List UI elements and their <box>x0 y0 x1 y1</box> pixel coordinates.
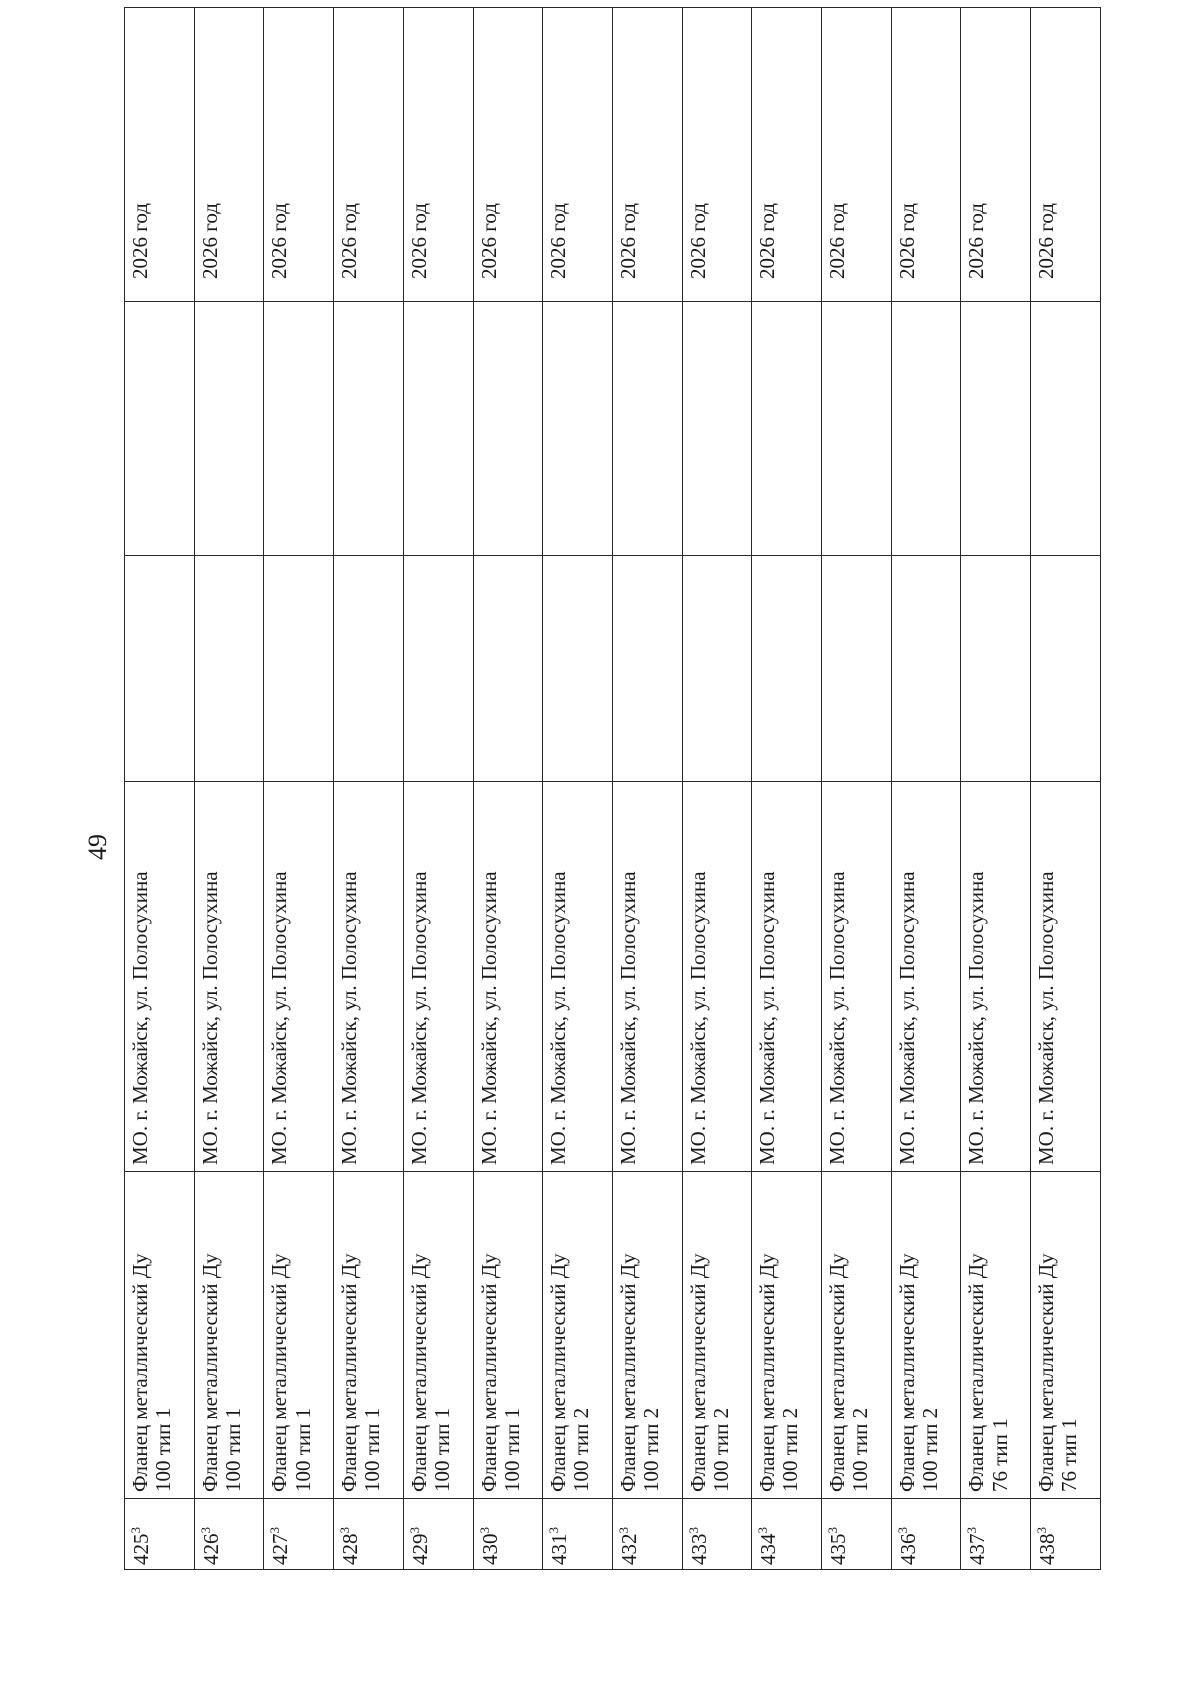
item-name-line1: Фланец металлический Ду <box>476 1253 501 1492</box>
table-row <box>264 8 334 1570</box>
empty-cell-2 <box>682 302 752 556</box>
address-text: МО. г. Можайск, ул. Полосухина <box>128 871 152 1165</box>
item-name-line1: Фланец металлический Ду <box>1034 1253 1059 1492</box>
item-name-line2: 100 тип 2 <box>778 1407 803 1492</box>
empty-cell-2 <box>822 302 892 556</box>
row-number-superscript: 3 <box>546 1527 562 1534</box>
empty-cell-2 <box>403 302 473 556</box>
year-cell <box>682 8 752 302</box>
year-text: 2026 год <box>894 203 919 279</box>
empty-cell-1 <box>264 556 334 782</box>
item-name-line2: 100 тип 2 <box>569 1407 594 1492</box>
row-number-superscript: 3 <box>894 1527 910 1534</box>
table-row <box>194 8 264 1570</box>
item-name-cell <box>403 1172 473 1499</box>
item-name-line2: 100 тип 1 <box>429 1407 454 1492</box>
row-number-superscript: 3 <box>337 1527 353 1534</box>
item-name-line1: Фланец металлический Ду <box>337 1253 362 1492</box>
year-text: 2026 год <box>615 203 640 279</box>
year-cell <box>125 8 195 302</box>
address-cell <box>612 782 682 1172</box>
item-name-cell <box>752 1172 822 1499</box>
table-row <box>334 8 404 1570</box>
item-name-line2: 100 тип 2 <box>848 1407 873 1492</box>
row-number-superscript: 3 <box>267 1527 283 1534</box>
item-name-cell <box>543 1172 613 1499</box>
row-number: 436 <box>895 1533 920 1565</box>
row-number-cell <box>334 1499 404 1570</box>
empty-cell-2 <box>961 302 1031 556</box>
year-text: 2026 год <box>267 203 292 279</box>
year-cell <box>891 8 961 302</box>
row-number-cell <box>682 1499 752 1570</box>
empty-cell-1 <box>612 556 682 782</box>
item-name-line2: 76 тип 1 <box>987 1418 1012 1492</box>
row-number: 426 <box>198 1533 223 1565</box>
address-text: МО. г. Можайск, ул. Полосухина <box>615 871 640 1165</box>
item-name-cell <box>961 1172 1031 1499</box>
item-name-cell <box>612 1172 682 1499</box>
address-cell <box>682 782 752 1172</box>
table-row <box>682 8 752 1570</box>
table-row <box>543 8 613 1570</box>
item-name-line1: Фланец металлический Ду <box>267 1253 292 1492</box>
item-name-line2: 100 тип 1 <box>499 1407 524 1492</box>
address-text: МО. г. Можайск, ул. Полосухина <box>476 871 501 1165</box>
row-number: 425 <box>129 1533 153 1565</box>
empty-cell-1 <box>125 556 195 782</box>
item-name-line2: 100 тип 1 <box>290 1407 315 1492</box>
item-name-cell <box>473 1172 543 1499</box>
year-cell <box>961 8 1031 302</box>
item-name-cell <box>194 1172 264 1499</box>
item-name-line1: Фланец металлический Ду <box>615 1253 640 1492</box>
item-name-cell <box>1031 1172 1101 1499</box>
empty-cell-1 <box>334 556 404 782</box>
page-number: 49 <box>83 834 112 860</box>
row-number-superscript: 3 <box>1034 1527 1050 1534</box>
year-text: 2026 год <box>406 203 431 279</box>
row-number: 438 <box>1035 1533 1060 1565</box>
row-number: 430 <box>477 1533 502 1565</box>
year-text: 2026 год <box>685 203 710 279</box>
item-name-line2: 76 тип 1 <box>1057 1418 1082 1492</box>
row-number-superscript: 3 <box>476 1527 492 1534</box>
address-cell <box>334 782 404 1172</box>
address-text: МО. г. Можайск, ул. Полосухина <box>1034 871 1059 1165</box>
address-text: МО. г. Можайск, ул. Полосухина <box>406 871 431 1165</box>
address-text: МО. г. Можайск, ул. Полосухина <box>337 871 362 1165</box>
empty-cell-2 <box>891 302 961 556</box>
row-number-superscript: 3 <box>755 1527 771 1534</box>
item-name-line1: Фланец металлический Ду <box>755 1253 780 1492</box>
item-name-cell <box>682 1172 752 1499</box>
row-number-cell <box>961 1499 1031 1570</box>
empty-cell-1 <box>194 556 264 782</box>
empty-cell-1 <box>682 556 752 782</box>
year-cell <box>403 8 473 302</box>
row-number-superscript: 3 <box>964 1527 980 1534</box>
rotated-table-frame <box>124 100 1101 1570</box>
table-row <box>752 8 822 1570</box>
table-row <box>473 8 543 1570</box>
row-number: 433 <box>686 1533 711 1565</box>
year-text: 2026 год <box>476 203 501 279</box>
year-cell <box>1031 8 1101 302</box>
address-cell <box>752 782 822 1172</box>
address-cell <box>194 782 264 1172</box>
empty-cell-1 <box>961 556 1031 782</box>
equipment-table <box>124 7 1101 1570</box>
year-cell <box>543 8 613 302</box>
address-text: МО. г. Можайск, ул. Полосухина <box>546 871 571 1165</box>
item-name-line2: 100 тип 1 <box>220 1407 245 1492</box>
row-number-cell <box>822 1499 892 1570</box>
item-name-line1: Фланец металлический Ду <box>685 1253 710 1492</box>
empty-cell-1 <box>822 556 892 782</box>
year-cell <box>822 8 892 302</box>
year-text: 2026 год <box>1034 203 1059 279</box>
empty-cell-2 <box>194 302 264 556</box>
address-text: МО. г. Можайск, ул. Полосухина <box>894 871 919 1165</box>
year-text: 2026 год <box>197 203 222 279</box>
row-number: 434 <box>756 1533 781 1565</box>
row-number-cell <box>194 1499 264 1570</box>
empty-cell-2 <box>334 302 404 556</box>
row-number: 428 <box>338 1533 363 1565</box>
row-number-cell <box>612 1499 682 1570</box>
address-cell <box>473 782 543 1172</box>
item-name-line1: Фланец металлический Ду <box>894 1253 919 1492</box>
year-text: 2026 год <box>755 203 780 279</box>
address-text: МО. г. Можайск, ул. Полосухина <box>755 871 780 1165</box>
address-text: МО. г. Можайск, ул. Полосухина <box>825 871 850 1165</box>
empty-cell-2 <box>543 302 613 556</box>
item-name-line1: Фланец металлический Ду <box>964 1253 989 1492</box>
row-number-cell <box>543 1499 613 1570</box>
item-name-cell <box>334 1172 404 1499</box>
equipment-table-container <box>124 100 1101 1570</box>
row-number-superscript: 3 <box>128 1527 143 1534</box>
year-text: 2026 год <box>128 203 152 279</box>
year-cell <box>264 8 334 302</box>
row-number-cell <box>403 1499 473 1570</box>
year-text: 2026 год <box>825 203 850 279</box>
table-body <box>125 8 1101 1570</box>
row-number: 431 <box>547 1533 572 1565</box>
row-number: 435 <box>826 1533 851 1565</box>
row-number-cell <box>264 1499 334 1570</box>
item-name-cell <box>891 1172 961 1499</box>
year-text: 2026 год <box>337 203 362 279</box>
row-number-superscript: 3 <box>825 1527 841 1534</box>
row-number-superscript: 3 <box>197 1527 213 1534</box>
item-name-line2: 100 тип 1 <box>151 1407 176 1492</box>
table-row <box>822 8 892 1570</box>
address-cell <box>403 782 473 1172</box>
year-cell <box>473 8 543 302</box>
address-cell <box>1031 782 1101 1172</box>
table-row <box>961 8 1031 1570</box>
row-number-cell <box>752 1499 822 1570</box>
address-cell <box>264 782 334 1172</box>
empty-cell-1 <box>543 556 613 782</box>
row-number-cell <box>1031 1499 1101 1570</box>
row-number-cell <box>473 1499 543 1570</box>
address-text: МО. г. Можайск, ул. Полосухина <box>267 871 292 1165</box>
table-row <box>403 8 473 1570</box>
address-text: МО. г. Можайск, ул. Полосухина <box>197 871 222 1165</box>
year-text: 2026 год <box>964 203 989 279</box>
item-name-line1: Фланец металлический Ду <box>197 1253 222 1492</box>
item-name-cell <box>822 1172 892 1499</box>
empty-cell-2 <box>473 302 543 556</box>
table-row <box>125 8 195 1570</box>
table-row <box>891 8 961 1570</box>
row-number: 437 <box>965 1533 990 1565</box>
item-name-line1: Фланец металлический Ду <box>128 1253 152 1492</box>
item-name-line1: Фланец металлический Ду <box>825 1253 850 1492</box>
item-name-line1: Фланец металлический Ду <box>546 1253 571 1492</box>
empty-cell-1 <box>752 556 822 782</box>
year-cell <box>612 8 682 302</box>
empty-cell-2 <box>1031 302 1101 556</box>
year-text: 2026 год <box>546 203 571 279</box>
address-cell <box>543 782 613 1172</box>
empty-cell-1 <box>403 556 473 782</box>
table-row <box>1031 8 1101 1570</box>
year-cell <box>194 8 264 302</box>
year-cell <box>334 8 404 302</box>
row-number: 427 <box>268 1533 293 1565</box>
item-name-line1: Фланец металлический Ду <box>406 1253 431 1492</box>
address-cell <box>125 782 195 1172</box>
empty-cell-1 <box>1031 556 1101 782</box>
row-number-superscript: 3 <box>615 1527 631 1534</box>
address-text: МО. г. Можайск, ул. Полосухина <box>685 871 710 1165</box>
item-name-line2: 100 тип 2 <box>708 1407 733 1492</box>
address-cell <box>822 782 892 1172</box>
row-number-superscript: 3 <box>406 1527 422 1534</box>
item-name-line2: 100 тип 2 <box>639 1407 664 1492</box>
item-name-line2: 100 тип 2 <box>917 1407 942 1492</box>
row-number-cell <box>891 1499 961 1570</box>
item-name-cell <box>264 1172 334 1499</box>
empty-cell-1 <box>473 556 543 782</box>
empty-cell-2 <box>264 302 334 556</box>
empty-cell-2 <box>125 302 195 556</box>
address-text: МО. г. Можайск, ул. Полосухина <box>964 871 989 1165</box>
year-cell <box>752 8 822 302</box>
table-row <box>612 8 682 1570</box>
item-name-cell <box>125 1172 195 1499</box>
empty-cell-2 <box>612 302 682 556</box>
row-number-cell <box>125 1499 195 1570</box>
empty-cell-1 <box>891 556 961 782</box>
item-name-line2: 100 тип 1 <box>360 1407 385 1492</box>
row-number-superscript: 3 <box>685 1527 701 1534</box>
row-number: 429 <box>407 1533 432 1565</box>
row-number: 432 <box>616 1533 641 1565</box>
address-cell <box>961 782 1031 1172</box>
empty-cell-2 <box>752 302 822 556</box>
address-cell <box>891 782 961 1172</box>
